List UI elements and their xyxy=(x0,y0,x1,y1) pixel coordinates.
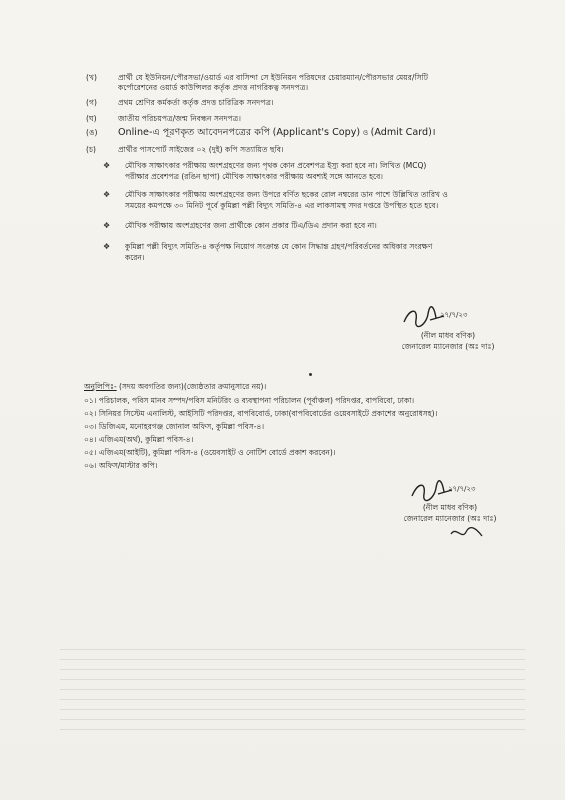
note-text-cont: পরীক্ষার প্রবেশপত্র (রঙিন ছাপা) মৌখিক সাক্ষাৎকার পরীক্ষায় অবশ্যই সঙ্গে আনতে হবে। xyxy=(125,172,383,181)
bullet-icon: ❖ xyxy=(103,221,111,230)
note-text-cont: করেন। xyxy=(125,253,145,262)
signature-date: ২৭/৭/২৩ xyxy=(448,485,476,493)
item-text-admit-card: (Admit Card)। xyxy=(370,127,436,138)
item-label: (চ) xyxy=(86,145,97,154)
initials-scribble xyxy=(448,524,488,542)
signature-block-2 xyxy=(380,502,520,524)
copy-item: ০৪। এজিএম(অর্থ), কুমিল্লা পবিস-৪। xyxy=(84,435,194,444)
item-text-online: Online-এ পূরণকৃত আবেদনপত্রের কপি xyxy=(118,127,271,138)
signatory-title: জেনারেল ম্যানেজার (অঃ দাঃ) xyxy=(403,514,497,523)
signatory-name: (নীল মাধব বণিক) xyxy=(420,331,476,340)
item-label: (গ) xyxy=(86,98,97,107)
item-text: প্রার্থী যে ইউনিয়ন/পৌরসভা/ওয়ার্ড এর বাসিন্দা সে ইউনিয়ন পরিষদের চেয়ারম্যান/পৌরসভার মেয়র/সিটি xyxy=(118,73,428,82)
item-text: জাতীয় পরিচয়পত্র/জন্ম নিবন্ধন সনদপত্র। xyxy=(118,114,241,123)
item-text-and: ও xyxy=(362,128,369,137)
signatory-name: (নীল মাধব বণিক) xyxy=(422,503,478,512)
copy-item: ০৫। এজিএম(আইটি), কুমিল্লা পবিস-৪ (ওয়েবসাইট ও নোটিশ বোর্ডে প্রকাশ করবেন)। xyxy=(84,448,336,457)
item-text: প্রার্থীর পাসপোর্ট সাইজের ০২ (দুই) কপি সত্যায়িত ছবি। xyxy=(118,145,284,154)
item-text: প্রথম শ্রেণির কর্মকর্তা কর্তৃক প্রদত্ত চারিত্রিক সনদপত্র। xyxy=(118,98,274,107)
note-text: মৌখিক পরীক্ষায় অংশগ্রহণের জন্য প্রার্থীকে কোন প্রকার টিএ/ডিএ প্রদান করা হবে না। xyxy=(125,221,377,230)
copy-item: ০৬। অফিস/মাস্টার কপি। xyxy=(84,461,158,470)
bullet-icon: ❖ xyxy=(103,242,111,251)
signature-date: ২৭/৭/২৩ xyxy=(440,311,468,319)
item-label: (ঙ) xyxy=(86,128,98,137)
copies-heading xyxy=(84,382,266,392)
item-label: (ঘ) xyxy=(86,114,97,123)
item-label: (খ) xyxy=(86,73,97,82)
copies-title-note: (সদয় অবগতির জন্য)(জ্যেষ্ঠতার ক্রমানুসারে নয়)। xyxy=(119,382,267,391)
note-text: মৌখিক সাক্ষাৎকার পরীক্ষায় অংশগ্রহণের জন্য পৃথক কোন প্রবেশপত্র ইস্যু করা হবে না। লিখিত (MCQ) xyxy=(125,161,427,170)
copy-item: ০১। পরিচালক, পবিস মানব সম্পদ/পবিস মনিটরিং ও ব্যবস্থাপনা পরিচালন (পূর্বাঞ্চল) পরিদপ্তর, বাপবিবো, ঢাকা। xyxy=(84,396,415,405)
item-text-cont: কর্পোরেশনের ওয়ার্ড কাউন্সিলর কর্তৃক প্রদত্ত নাগরিকত্ব সনদপত্র। xyxy=(118,83,309,92)
signatory-title: জেনারেল ম্যানেজার (অঃ দাঃ) xyxy=(401,342,495,351)
bleed-through xyxy=(60,640,525,790)
ink-dot xyxy=(309,373,312,376)
bullet-icon: ❖ xyxy=(103,190,111,199)
note-text-cont: সময়ের কমপক্ষে ৩০ মিনিট পূর্বে কুমিল্লা পল্লী বিদ্যুৎ সমিতি-৪ এর লাকসামস্থ সদর দপ্তরে উপস্থিত হতে হবে। xyxy=(125,201,439,210)
signature-block-1 xyxy=(378,330,518,352)
item-text-group xyxy=(118,128,435,138)
copies-title: অনুলিপিঃ- xyxy=(84,382,117,391)
item-text-applicant-copy: (Applicant's Copy) xyxy=(272,127,361,138)
note-text: মৌখিক সাক্ষাৎকার পরীক্ষায় অংশগ্রহণের জন্য উপরে বর্ণিত ছকের রোল নম্বরের ডান পাশে উল্লিখিত তারিখ ও xyxy=(125,190,448,199)
copy-item: ০২। সিনিয়র সিস্টেম এনালিস্ট, আইসিটি পরিদপ্তর, বাপবিবোর্ড, ঢাকা(বাপবিবোর্ডের ওয়েবসাইটে প্রকাশের অনুরোধসহ)। xyxy=(84,409,438,418)
bullet-icon: ❖ xyxy=(103,161,111,170)
copy-item: ০৩। ডিজিএম, মনোহরগঞ্জ জোনাল অফিস, কুমিল্লা পবিস-৪। xyxy=(84,422,265,431)
note-text: কুমিল্লা পল্লী বিদ্যুৎ সমিতি-৪ কর্তৃপক্ষ নিয়োগ সংক্রান্ত যে কোন সিদ্ধান্ত গ্রহণ/পরিবর্তনের অধিকার সংরক্ষণ xyxy=(125,242,433,251)
